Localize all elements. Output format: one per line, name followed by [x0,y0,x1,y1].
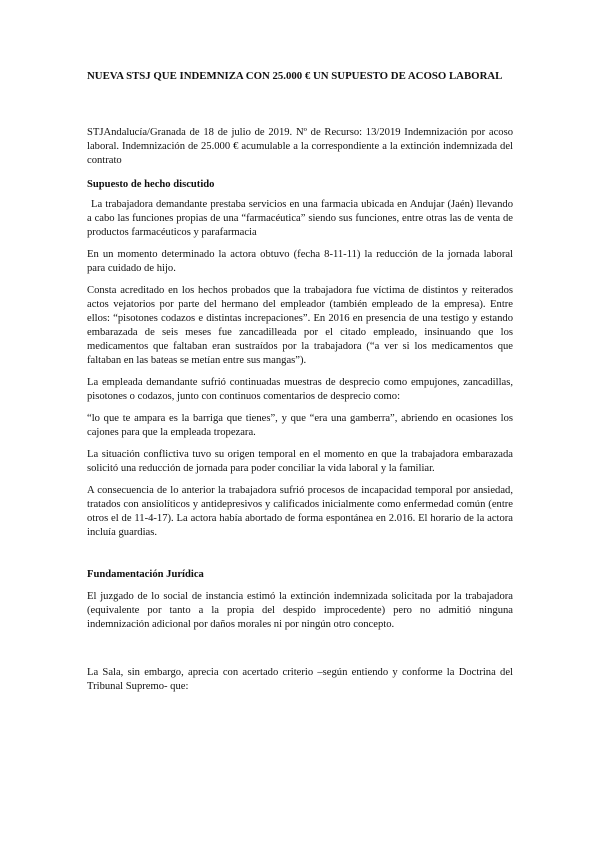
section1-paragraph-5: “lo que te ampara es la barriga que tienes”, y que “era una gamberra”, abriendo en ocasiones los cajones para que la empleada tropezara. [87,413,513,438]
section2-paragraph-1: El juzgado de lo social de instancia estimó la extinción indemnizada solicitada por la trabajadora (equivalente por tanto a la propia del despido improcedente) pero no admitió ninguna indemnización adicional por daños morales ni por ningún otro concepto. [87,591,513,630]
section1-paragraph-7: A consecuencia de lo anterior la trabajadora sufrió procesos de incapacidad temporal por ansiedad, tratados con ansiolíticos y antidepresivos y calificados inicialmente como enfermedad común (entre otros el de 11-4-17). La actora había abortado de forma espontánea en 2.016. El horario de la actora incluía guardias. [87,485,513,538]
section1-paragraph-3: Consta acreditado en los hechos probados que la trabajadora fue víctima de distintos y reiterados actos vejatorios por parte del hermano del empleador (también empleado de la empresa). Entre ellos: “pisotones codazos e distintas increpaciones”. En 2016 en presencia de una testigo y estando embarazada de seis meses fue zancadilleada por el citado empleado, insinuando que los medicamentos que faltaban eran sustraídos por la trabajadora (“a ver si los medicamentos que faltaban en las bateas se metían entre sus mangas”). [87,285,513,366]
section-heading-supuesto: Supuesto de hecho discutido [87,179,215,190]
document-title: NUEVA STSJ QUE INDEMNIZA CON 25.000 € UN SUPUESTO DE ACOSO LABORAL [87,70,503,82]
section-heading-fundamentacion: Fundamentación Jurídica [87,569,204,580]
paragraph-spacer [87,640,513,666]
section2-paragraph-2: La Sala, sin embargo, aprecia con acertado criterio –según entiendo y conforme la Doctrina del Tribunal Supremo- que: [87,667,513,692]
section1-paragraph-1: La trabajadora demandante prestaba servicios en una farmacia ubicada en Andujar (Jaén) llevando a cabo las funciones propias de una “farmacéutica” siendo sus funciones, entre otras las de venta de productos farmacéuticos y parafarmacia [87,199,513,238]
document-content [87,68,513,702]
section1-paragraph-4: La empleada demandante sufrió continuadas muestras de desprecio como empujones, zancadillas, pisotones o codazos, junto con continuos comentarios de desprecio como: [87,377,513,402]
section1-paragraph-6: La situación conflictiva tuvo su origen temporal en el momento en que la trabajadora embarazada solicitó una reducción de jornada para poder conciliar la vida laboral y la familiar. [87,449,513,474]
intro-paragraph: STJAndalucía/Granada de 18 de julio de 2019. Nº de Recurso: 13/2019 Indemnización por acoso laboral. Indemnización de 25.000 € acumulable a la correspondiente a la extinción indemnizada del contrato [87,127,513,166]
section1-paragraph-2: En un momento determinado la actora obtuvo (fecha 8-11-11) la reducción de la jornada laboral para cuidado de hijo. [87,249,513,274]
